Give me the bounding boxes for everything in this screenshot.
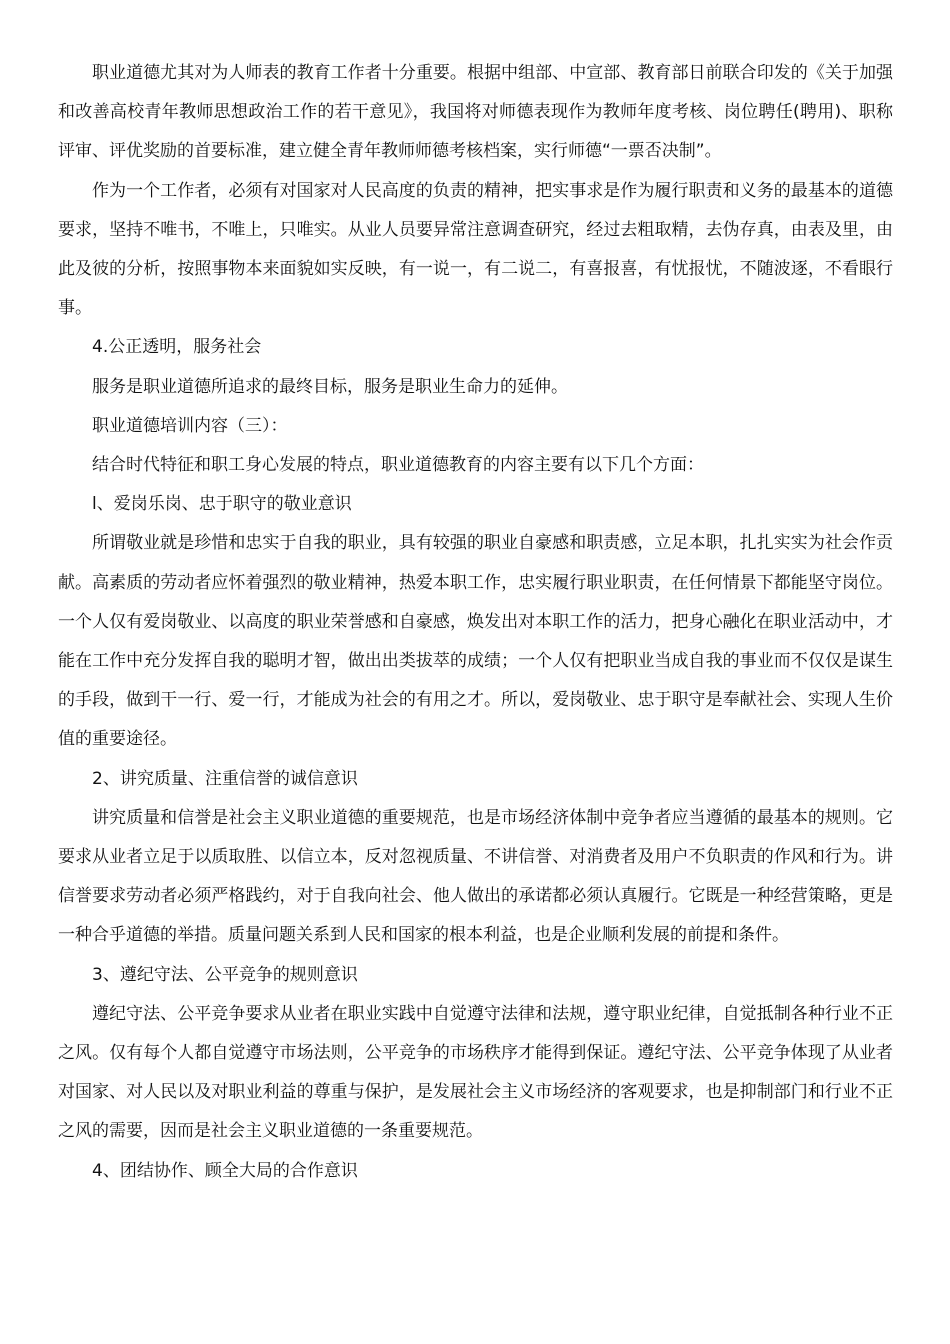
heading-integrity: 2、讲究质量、注重信誉的诚信意识 <box>92 768 358 789</box>
heading-rules: 3、遵纪守法、公平竞争的规则意识 <box>92 964 358 985</box>
paragraph-integrity: 讲究质量和信誉是社会主义职业道德的重要规范，也是市场经济体制中竞争者应当遵循的最基本的规则。它要求从业者立足于以质取胜、以信立本，反对忽视质量、不讲信誉、对消费者及用户不负职责的作风和行为。讲信誉要求劳动者必须严格践约，对于自我向社会、他人做出的承诺都必须认真履行。它既是一种经营策略，更是一种合乎道德的举措。质量问题关系到人民和国家的根本利益，也是企业顺利发展的前提和条件。 <box>58 807 893 946</box>
heading-cooperation: 4、团结协作、顾全大局的合作意识 <box>92 1160 358 1181</box>
heading-training-content-3: 职业道德培训内容（三）： <box>92 415 288 436</box>
paragraph-responsibility: 作为一个工作者，必须有对国家对人民高度的负责的精神，把实事求是作为履行职责和义务的最基本的道德要求，坚持不唯书，不唯上，只唯实。从业人员要异常注意调查研究，经过去粗取精，去伪存真，由表及里，由此及彼的分析，按照事物本来面貌如实反映，有一说一，有二说二，有喜报喜，有忧报忧，不随波逐，不看眼行事。 <box>58 180 893 319</box>
heading-dedication: l、爱岗乐岗、忠于职守的敬业意识 <box>92 494 352 515</box>
paragraph-rules: 遵纪守法、公平竞争要求从业者在职业实践中自觉遵守法律和法规，遵守职业纪律，自觉抵制各种行业不正之风。仅有每个人都自觉遵守市场法则，公平竞争的市场秩序才能得到保证。遵纪守法、公平竞争体现了从业者对国家、对人民以及对职业利益的尊重与保护，是发展社会主义市场经济的客观要求，也是抑制部门和行业不正之风的需要，因而是社会主义职业道德的一条重要规范。 <box>58 1003 893 1142</box>
paragraph-service-goal: 服务是职业道德所追求的最终目标，服务是职业生命力的延伸。 <box>92 376 568 397</box>
paragraph-dedication: 所谓敬业就是珍惜和忠实于自我的职业，具有较强的职业自豪感和职责感，立足本职，扎扎实实为社会作贡献。高素质的劳动者应怀着强烈的敬业精神，热爱本职工作，忠实履行职业职责，在任何情景下都能坚守岗位。一个人仅有爱岗敬业、以高度的职业荣誉感和自豪感，焕发出对本职工作的活力，把身心融化在职业活动中，才能在工作中充分发挥自我的聪明才智，做出出类拔萃的成绩；一个人仅有把职业当成自我的事业而不仅仅是谋生的手段，做到干一行、爱一行，才能成为社会的有用之才。所以，爱岗敬业、忠于职守是奉献社会、实现人生价值的重要途径。 <box>58 533 893 750</box>
heading-fair-service: 4.公正透明，服务社会 <box>92 337 262 358</box>
paragraph-teacher-ethics: 职业道德尤其对为人师表的教育工作者十分重要。根据中组部、中宣部、教育部日前联合印发的《关于加强和改善高校青年教师思想政治工作的若干意见》，我国将对师德表现作为教师年度考核、岗位聘任(聘用)、职称评审、评优奖励的首要标准，建立健全青年教师师德考核档案，实行师德“一票否决制”。 <box>58 63 893 162</box>
paragraph-education-intro: 结合时代特征和职工身心发展的特点，职业道德教育的内容主要有以下几个方面： <box>92 455 704 476</box>
document-page <box>58 54 893 1191</box>
